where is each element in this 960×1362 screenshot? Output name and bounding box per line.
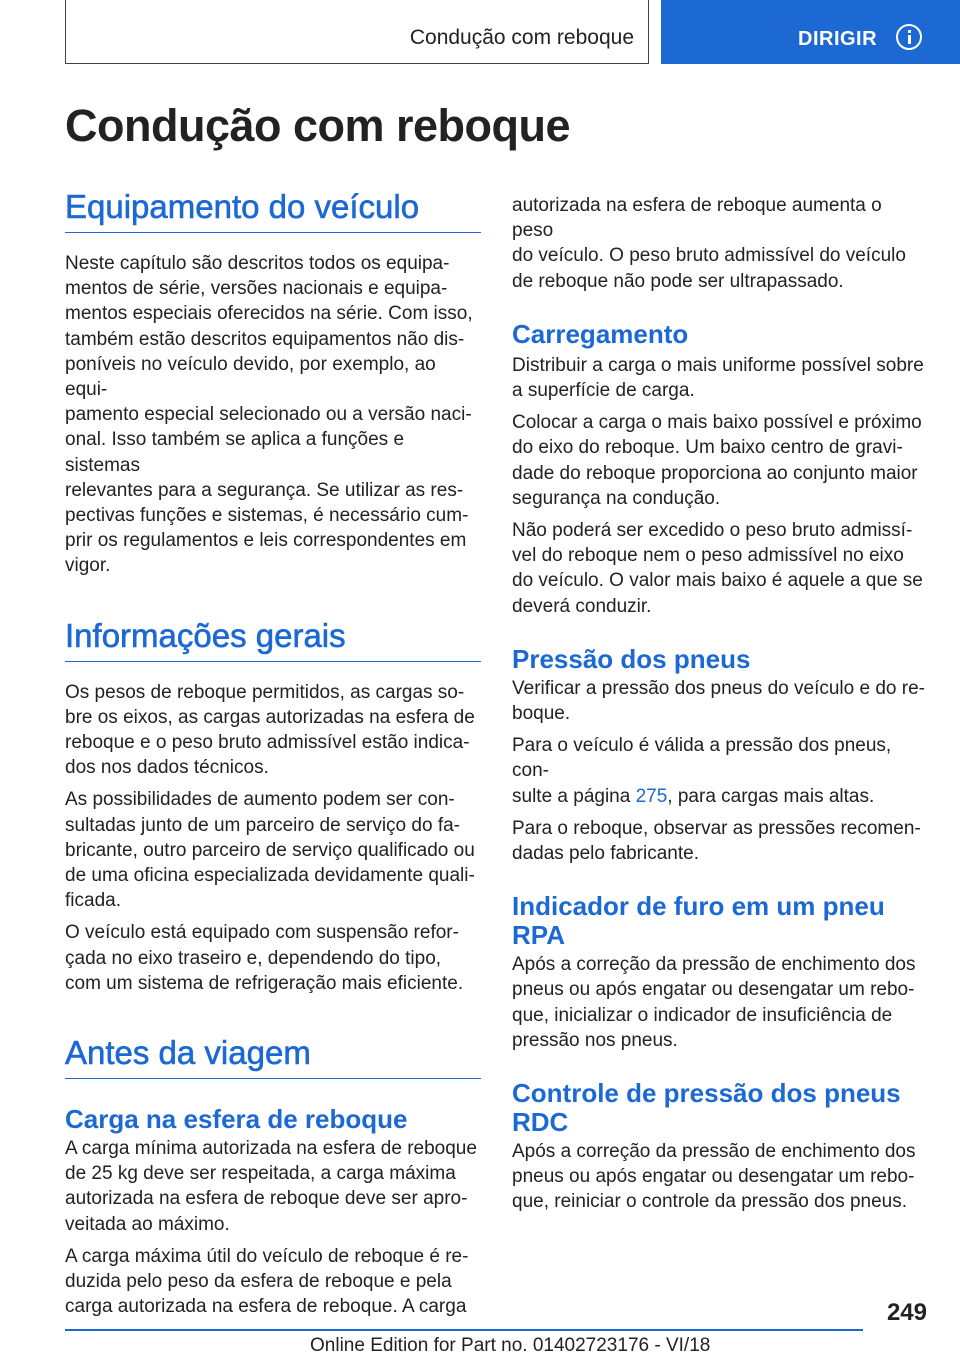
paragraph-carga-continuacao: autorizada na esfera de reboque aumenta o peso do veículo. O peso bruto admissível do veículo de reboque não pode ser ultrapassado.	[512, 195, 906, 292]
paragraph-carga-1: A carga mínima autorizada na esfera de reboque de 25 kg deve ser respeitada, a carga máxima autorizada na esfera de reboque deve ser apro- veitada ao máximo.	[65, 1138, 477, 1235]
paragraph-informacoes-3: O veículo está equipado com suspensão refor- çada no eixo traseiro e, dependendo do tipo, com um sistema de refrigeração mais eficiente.	[65, 922, 464, 994]
paragraph-pressao-2: Para o veículo é válida a pressão dos pneus, con- sulte a página 275, para cargas mais altas.	[512, 735, 892, 807]
left-column	[65, 188, 481, 1320]
paragraph-carregamento-3: Não poderá ser excedido o peso bruto admissí- vel do reboque nem o peso admissível no eixo do veículo. O valor mais baixo é aquele a que se deverá conduzir.	[512, 520, 923, 617]
header-section-label: DIRIGIR	[798, 28, 878, 50]
right-column	[512, 193, 928, 1215]
footer-divider	[65, 1329, 863, 1331]
heading-antes-da-viagem: Antes da viagem	[65, 1034, 481, 1079]
paragraph-informacoes-2: As possibilidades de aumento podem ser con- sultadas junto de um parceiro de serviço do fa- bricante, outro parceiro de serviço qualificado ou de uma oficina especializada devidamente quali- ficada.	[65, 789, 475, 912]
paragraph-pressao-1: Verificar a pressão dos pneus do veículo e do re- boque.	[512, 677, 925, 725]
heading-pressao-pneus: Pressão dos pneus	[512, 643, 751, 674]
header-chapter-title: Condução com reboque	[409, 26, 634, 49]
paragraph-equipamento: Neste capítulo são descritos todos os equipa- mentos de série, versões nacionais e equipa- mentos especiais oferecidos na série. Com isso, também estão descritos equipamentos não dis- poníveis no veículo devido, por exemplo, ao equi- pamento especial selecionado ou a versão naci- onal. Isso também se aplica a funções e sistemas relevantes para a segurança. Se utilizar as res- pectivas funções e sistemas, é necessário cum- prir os regulamentos e leis correspondentes em vigor.	[65, 253, 473, 577]
heading-rpa: Indicador de furo em um pneu RPA	[512, 891, 885, 951]
page-title: Condução com reboque	[65, 100, 571, 151]
paragraph-rdc: Após a correção da pressão de enchimento dos pneus ou após engatar ou desengatar um rebo- que, reiniciar o controle da pressão dos pneus.	[512, 1141, 916, 1213]
paragraph-carga-2: A carga máxima útil do veículo de reboque é re- duzida pelo peso da esfera de reboque e pela carga autorizada na esfera de reboque. A carga	[65, 1245, 469, 1318]
heading-carga-esfera: Carga na esfera de reboque	[65, 1104, 408, 1135]
heading-informacoes: Informações gerais	[65, 617, 481, 662]
header-chapter-box	[65, 0, 649, 64]
paragraph-informacoes-1: Os pesos de reboque permitidos, as cargas so- bre os eixos, as cargas autorizadas na esfera de reboque e o peso bruto admissível estão indica- dos nos dados técnicos.	[65, 681, 475, 779]
paragraph-carregamento-2: Colocar a carga o mais baixo possível e próximo do eixo do reboque. Um baixo centro de gravi- dade do reboque proporciona ao conjunto maior segurança na condução.	[512, 412, 922, 509]
paragraph-pressao-3: Para o reboque, observar as pressões recomen- dadas pelo fabricante.	[512, 817, 921, 865]
paragraph-carregamento-1: Distribuir a carga o mais uniforme possível sobre a superfície de carga.	[512, 354, 924, 402]
heading-rdc: Controle de pressão dos pneus RDC	[512, 1078, 901, 1138]
page-number: 249	[886, 1299, 927, 1326]
info-icon[interactable]	[896, 24, 922, 50]
header-section-tab[interactable]	[661, 0, 960, 64]
heading-equipamento: Equipamento do veículo	[65, 188, 481, 233]
page-reference-link[interactable]: 275	[635, 785, 668, 807]
paragraph-rpa: Após a correção da pressão de enchimento dos pneus ou após engatar ou desengatar um rebo- que, inicializar o indicador de insuficiência de pressão nos pneus.	[512, 954, 916, 1051]
footer-edition: Online Edition for Part no. 01402723176 - VI/18	[310, 1335, 711, 1356]
heading-carregamento: Carregamento	[512, 318, 689, 349]
